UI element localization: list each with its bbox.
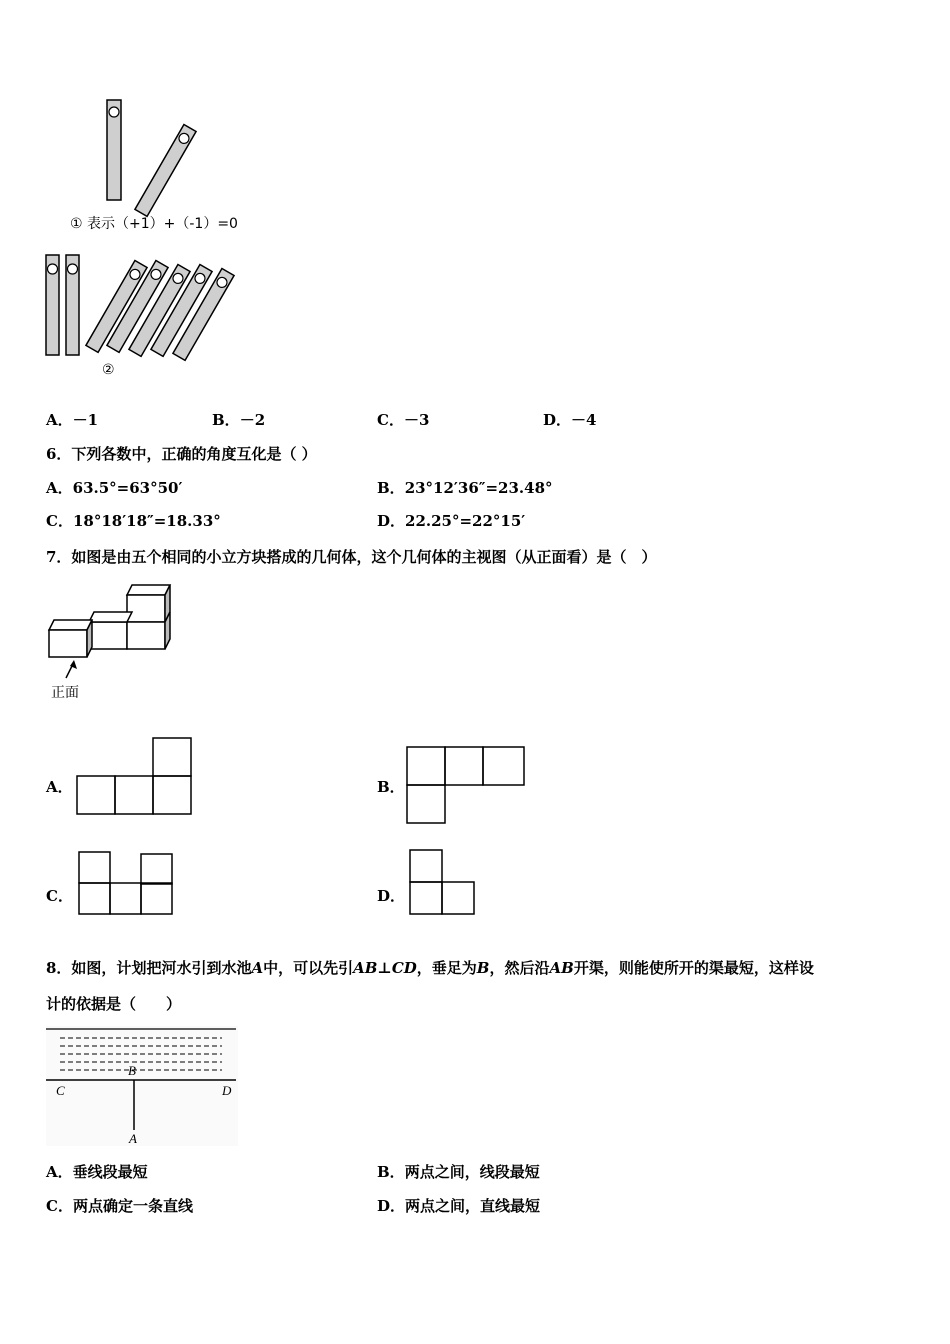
q8-option-c[interactable]: C．两点确定一条直线 xyxy=(46,1197,193,1215)
q8-stem-line-1: 8．如图，计划把河水引到水池A中，可以先引AB⊥CD，垂足为B，然后沿AB开渠，则能使所开的渠最短，这样设 xyxy=(46,959,814,977)
q6-option-a[interactable]: A．63.5°=63°50′ xyxy=(46,479,183,497)
q7-option-a-letter[interactable]: A． xyxy=(46,778,73,796)
figure-1-caption: ① 表示（+1）+（-1）=0 xyxy=(70,216,238,232)
label-a: A xyxy=(129,1131,137,1146)
q8-stem-line-2: 计的依据是（ ） xyxy=(46,995,182,1013)
q5-option-b[interactable]: B．－2 xyxy=(212,411,266,429)
q5-option-d[interactable]: D．－4 xyxy=(543,411,597,429)
q6-option-d[interactable]: D．22.25°=22°15′ xyxy=(377,512,526,530)
figure-2-caption: ② xyxy=(102,362,115,378)
label-c: C xyxy=(56,1083,65,1098)
q7-option-b-letter[interactable]: B． xyxy=(377,778,405,796)
q6-option-b[interactable]: B．23°12′36″=23.48° xyxy=(377,479,553,497)
canal-figure xyxy=(0,0,260,1150)
q5-option-a[interactable]: A．－1 xyxy=(46,411,99,429)
q5-option-c[interactable]: C．－3 xyxy=(377,411,430,429)
q6-stem: 6．下列各数中，正确的角度互化是（ ） xyxy=(46,445,317,463)
q8-option-d[interactable]: D．两点之间，直线最短 xyxy=(377,1197,541,1215)
label-d: D xyxy=(222,1083,232,1098)
front-view-label: 正面 xyxy=(51,685,79,701)
q6-option-c[interactable]: C．18°18′18″=18.33° xyxy=(46,512,221,530)
q7-option-c-letter[interactable]: C． xyxy=(46,887,73,905)
label-b: B xyxy=(128,1063,136,1078)
q7-stem: 7．如图是由五个相同的小立方块搭成的几何体，这个几何体的主视图（从正面看）是（ ） xyxy=(46,548,657,566)
q8-option-b[interactable]: B．两点之间，线段最短 xyxy=(377,1163,540,1181)
q8-option-a[interactable]: A．垂线段最短 xyxy=(46,1163,148,1181)
q7-option-d-letter[interactable]: D． xyxy=(377,887,406,905)
